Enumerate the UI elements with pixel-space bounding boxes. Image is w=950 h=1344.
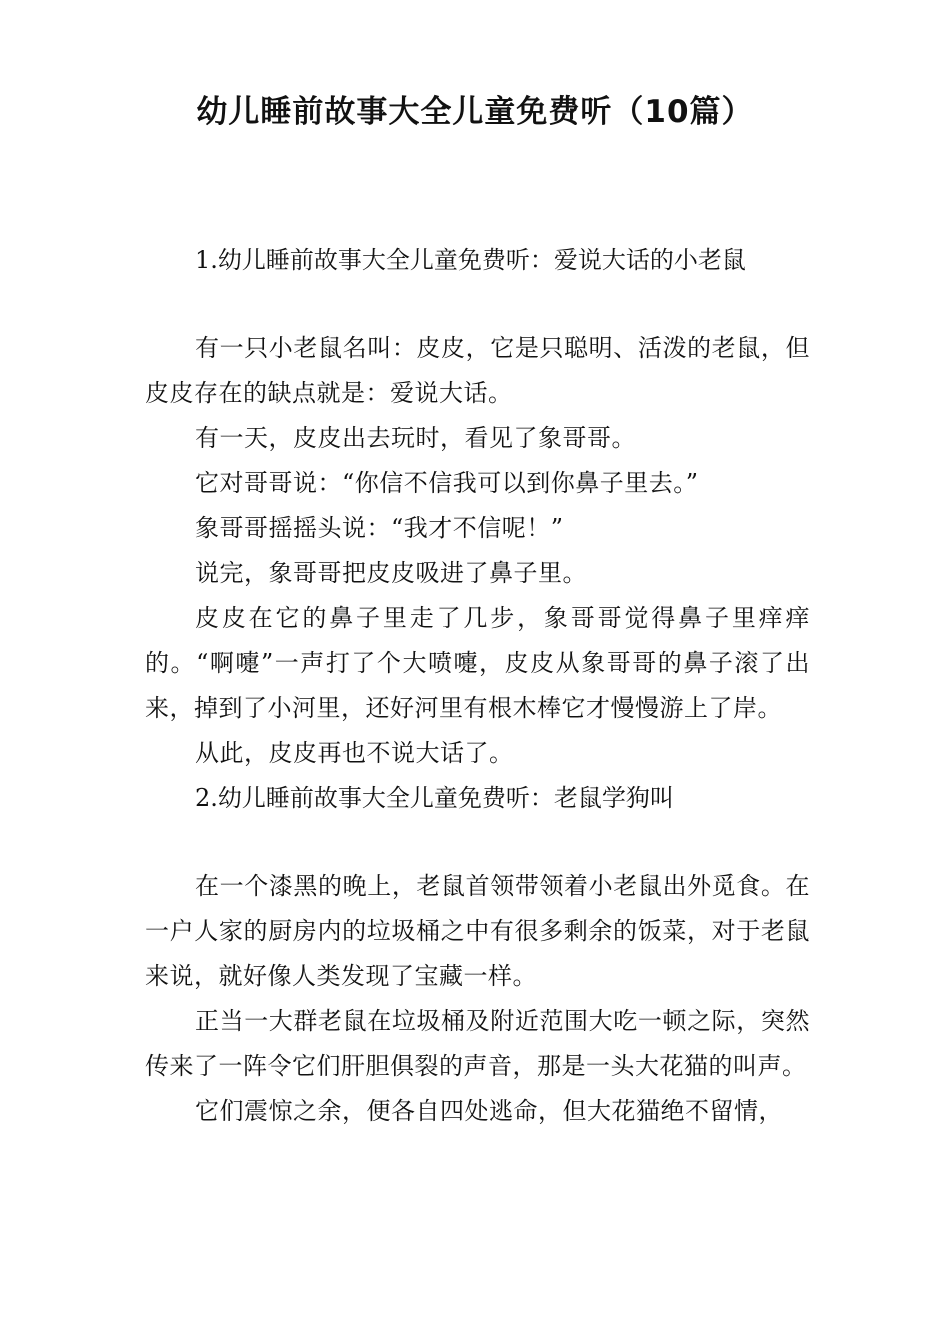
- story2-paragraph-1: 在一个漆黑的晚上，老鼠首领带领着小老鼠出外觅食。在一户人家的厨房内的垃圾桶之中有很多剩余的饭菜，对于老鼠来说，就好像人类发现了宝藏一样。: [145, 872, 810, 990]
- document-body: [145, 238, 810, 1134]
- story1-paragraph-7: 从此，皮皮再也不说大话了。: [195, 739, 514, 767]
- spacer: [145, 283, 810, 326]
- story1-paragraph-3: 它对哥哥说：“你信不信我可以到你鼻子里去。”: [195, 469, 699, 497]
- story1-paragraph-1: 有一只小老鼠名叫：皮皮，它是只聪明、活泼的老鼠，但皮皮存在的缺点就是：爱说大话。: [145, 334, 810, 407]
- story1-paragraph-5: 说完，象哥哥把皮皮吸进了鼻子里。: [195, 559, 587, 587]
- story1-paragraph-2: 有一天，皮皮出去玩时，看见了象哥哥。: [195, 424, 636, 452]
- spacer: [145, 821, 810, 864]
- story1-paragraph-4: 象哥哥摇摇头说：“我才不信呢！”: [195, 514, 564, 542]
- story1-paragraph-6: 皮皮在它的鼻子里走了几步，象哥哥觉得鼻子里痒痒的。“啊嚏”一声打了个大喷嚏，皮皮从象哥哥的鼻子滚了出来，掉到了小河里，还好河里有根木棒它才慢慢游上了岸。: [145, 604, 810, 722]
- story1-heading: 1.幼儿睡前故事大全儿童免费听：爱说大话的小老鼠: [195, 246, 746, 274]
- story2-paragraph-3: 它们震惊之余，便各自四处逃命，但大花猫绝不留情，: [195, 1097, 783, 1125]
- story2-heading: 2.幼儿睡前故事大全儿童免费听：老鼠学狗叫: [195, 784, 674, 812]
- story2-paragraph-2: 正当一大群老鼠在垃圾桶及附近范围大吃一顿之际，突然传来了一阵令它们肝胆俱裂的声音，那是一头大花猫的叫声。: [145, 1007, 810, 1080]
- document-title: 幼儿睡前故事大全儿童免费听（10篇）: [196, 94, 754, 130]
